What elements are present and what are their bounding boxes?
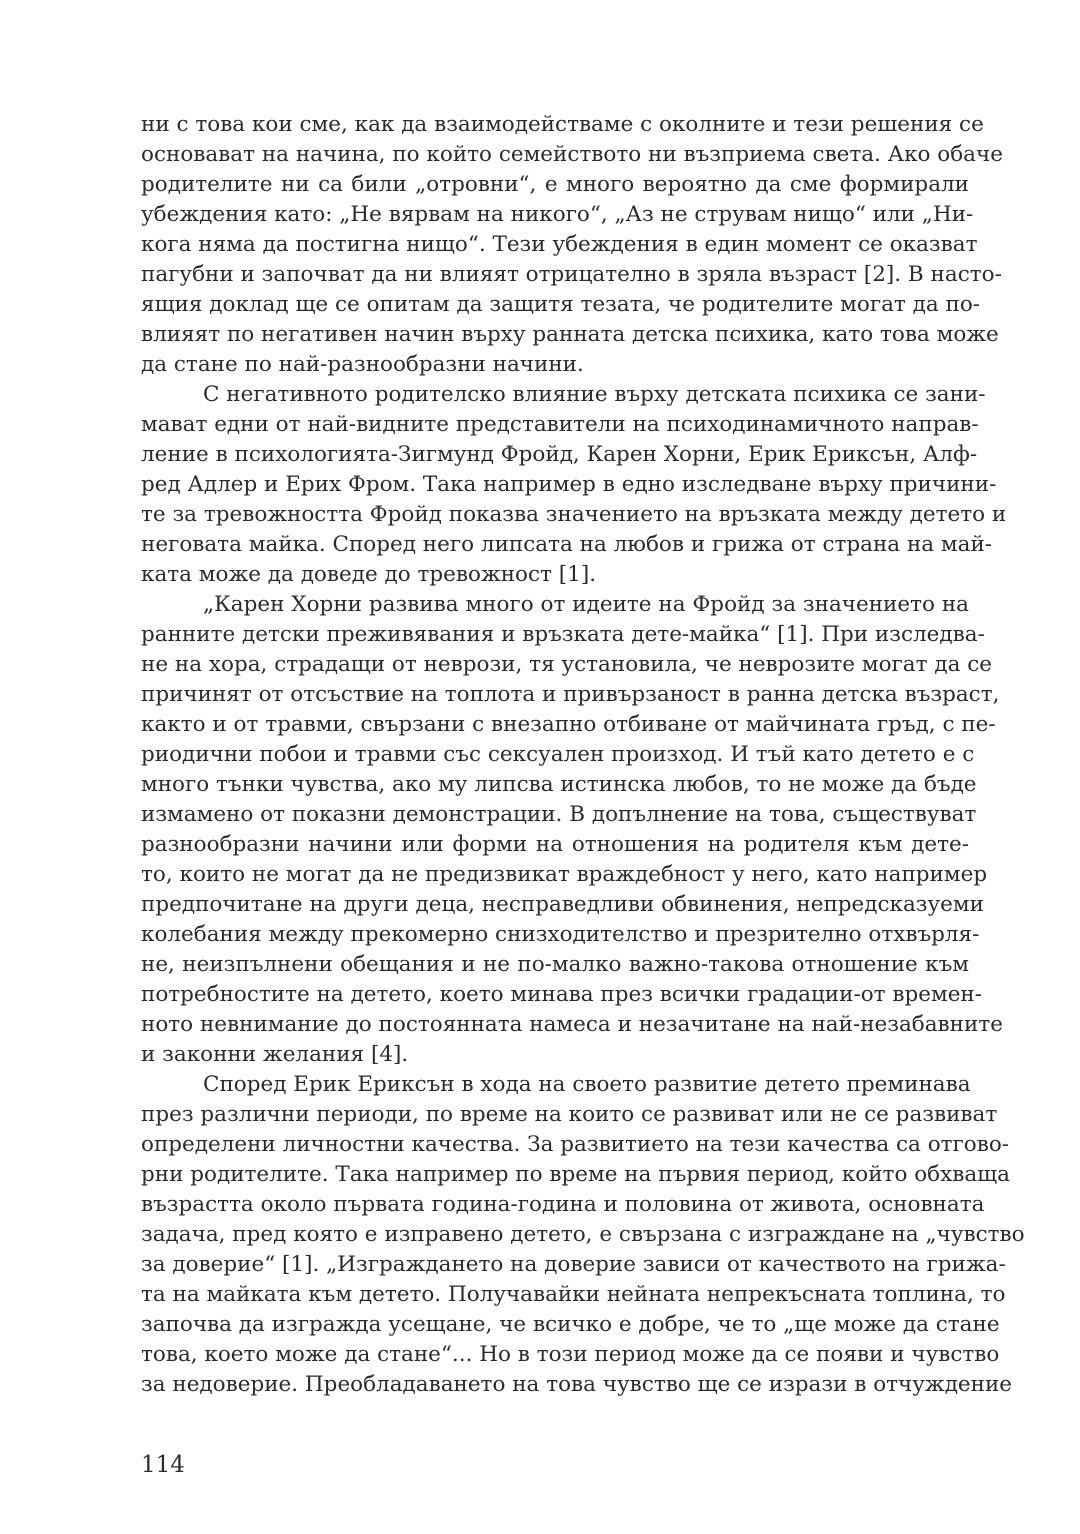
text-line: да стане по най-разнообразни начини.	[141, 352, 584, 377]
text-line: риодични побои и травми със сексуален произход. И тъй като детето е с	[141, 742, 975, 767]
text-line: родителите ни са били „отровни“, е много вероятно да сме формирали	[141, 172, 969, 197]
body-text	[141, 110, 1025, 1400]
page-number: 114	[141, 1452, 185, 1478]
text-line: неговата майка. Според него липсата на любов и грижа от страна на май-	[141, 532, 993, 557]
text-line: ление в психологията-Зигмунд Фройд, Карен Хорни, Ерик Ериксън, Алф-	[141, 442, 978, 467]
text-line: влияят по негативен начин върху ранната детска психика, като това може	[141, 322, 999, 347]
text-line: С негативното родителско влияние върху детската психика се зани-	[203, 382, 986, 407]
text-line: то, които не могат да не предизвикат враждебност у него, като например	[141, 862, 988, 887]
text-line: ката може да доведе до тревожност [1].	[141, 562, 597, 587]
text-line: та на майката към детето. Получавайки нейната непрекъсната топлина, то	[141, 1282, 1006, 1307]
text-line: „Карен Хорни развива много от идеите на Фройд за значението на	[203, 592, 969, 617]
text-line: през различни периоди, по време на които се развиват или не се развиват	[141, 1102, 998, 1127]
text-line: за доверие“ [1]. „Изграждането на доверие зависи от качеството на грижа-	[141, 1252, 1006, 1277]
text-line: много тънки чувства, ако му липсва истинска любов, то не може да бъде	[141, 772, 977, 797]
text-line: предпочитане на други деца, несправедливи обвинения, непредсказуеми	[141, 892, 984, 917]
text-line: не, неизпълнени обещания и не по-малко важно-такова отношение към	[141, 952, 969, 977]
text-line: ното невнимание до постоянната намеса и незачитане на най-незабавните	[141, 1012, 1003, 1037]
text-line: кога няма да постигна нищо“. Тези убеждения в един момент се оказват	[141, 232, 978, 257]
text-line: убеждения като: „Не вярвам на никого“, „Аз не струвам нищо“ или „Ни-	[141, 202, 974, 227]
text-line: ранните детски преживявания и връзката дете-майка“ [1]. При изследва-	[141, 622, 985, 647]
text-line: потребностите на детето, което минава през всички градации-от времен-	[141, 982, 983, 1007]
text-line: задача, пред която е изправено детето, е свързана с изграждане на „чувство	[141, 1222, 1025, 1247]
text-line: причинят от отсъствие на топлота и привързаност в ранна детска възраст,	[141, 682, 1000, 707]
text-line: ред Адлер и Ерих Фром. Така например в едно изследване върху причини-	[141, 472, 997, 497]
text-line: пагубни и започват да ни влияят отрицателно в зряла възраст [2]. В насто-	[141, 262, 1002, 287]
text-line: не на хора, страдащи от неврози, тя установила, че неврозите могат да се	[141, 652, 993, 677]
text-line: и законни желания [4].	[141, 1042, 409, 1067]
text-line: основават на начина, по който семейството ни възприема света. Ако обаче	[141, 142, 1003, 167]
text-line: започва да изгражда усещане, че всичко е добре, че то „ще може да стане	[141, 1312, 1000, 1337]
text-line: това, което може да стане“... Но в този период може да се появи и чувство	[141, 1342, 1000, 1367]
text-line: рни родителите. Така например по време на първия период, който обхваща	[141, 1162, 1010, 1187]
text-line: измамено от показни демонстрации. В допълнение на това, съществуват	[141, 802, 977, 827]
text-line: Според Ерик Ериксън в хода на своето развитие детето преминава	[203, 1072, 971, 1097]
text-line: както и от травми, свързани с внезапно отбиване от майчината гръд, с пе-	[141, 712, 996, 737]
text-line: определени личностни качества. За развитието на тези качества са отгово-	[141, 1132, 1010, 1157]
text-line: разнообразни начини или форми на отношения на родителя към дете-	[141, 832, 969, 857]
text-line: колебания между прекомерно снизходителство и презрително отхвърля-	[141, 922, 980, 947]
text-line: ящия доклад ще се опитам да защитя тезата, че родителите могат да по-	[141, 292, 981, 317]
text-line: ни с това кои сме, как да взаимодействаме с околните и тези решения се	[141, 112, 984, 137]
text-line: възрастта около първата година-година и половина от живота, основната	[141, 1192, 985, 1217]
text-line: за недоверие. Преобладаването на това чувство ще се изрази в отчуждение	[141, 1372, 1013, 1397]
text-line: мават едни от най-видните представители на психодинамичното направ-	[141, 412, 979, 437]
text-line: те за тревожността Фройд показва значението на връзката между детето и	[141, 502, 1007, 527]
